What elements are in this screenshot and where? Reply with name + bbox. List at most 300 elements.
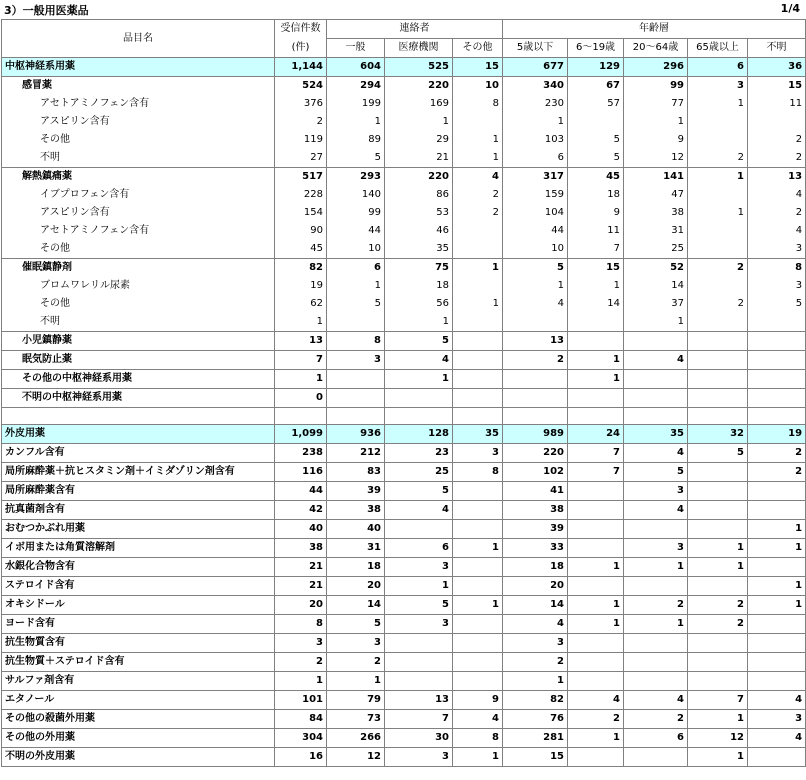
row-value: 154 — [275, 204, 327, 222]
row-name: 外皮用薬 — [2, 425, 275, 444]
row-value: 296 — [624, 58, 688, 77]
row-name: その他の外用薬 — [2, 729, 275, 748]
row-value: 39 — [503, 520, 568, 539]
row-value: 1 — [568, 596, 624, 615]
row-value — [453, 313, 503, 332]
table-row — [2, 295, 806, 313]
row-value: 3 — [748, 710, 806, 729]
row-name: 不明の外皮用薬 — [2, 748, 275, 767]
row-value: 13 — [275, 332, 327, 351]
row-value: 104 — [503, 204, 568, 222]
row-value — [568, 313, 624, 332]
row-value: 3 — [748, 240, 806, 259]
row-value: 6 — [385, 539, 453, 558]
row-value — [748, 370, 806, 389]
row-value — [385, 389, 453, 408]
row-value: 169 — [385, 95, 453, 113]
row-value: 14 — [624, 277, 688, 295]
row-value — [624, 653, 688, 672]
table-row — [2, 259, 806, 278]
row-value — [688, 634, 748, 653]
row-value: 1 — [453, 748, 503, 767]
row-value — [688, 313, 748, 332]
row-value: 1 — [568, 729, 624, 748]
row-value: 73 — [327, 710, 385, 729]
row-value: 4 — [385, 351, 453, 370]
row-value: 79 — [327, 691, 385, 710]
row-value — [624, 332, 688, 351]
row-value — [385, 408, 453, 425]
row-value: 2 — [748, 204, 806, 222]
row-value: 5 — [385, 482, 453, 501]
row-value: 1 — [568, 558, 624, 577]
row-value: 16 — [275, 748, 327, 767]
row-value: 82 — [503, 691, 568, 710]
row-value: 5 — [327, 615, 385, 634]
row-name: 解熱鎮痛薬 — [2, 168, 275, 187]
row-value: 1 — [688, 539, 748, 558]
row-value: 2 — [568, 710, 624, 729]
row-value — [275, 408, 327, 425]
row-value: 293 — [327, 168, 385, 187]
row-name: ステロイド含有 — [2, 577, 275, 596]
row-value: 4 — [624, 444, 688, 463]
row-value: 0 — [275, 389, 327, 408]
row-value: 230 — [503, 95, 568, 113]
row-value — [624, 389, 688, 408]
row-value: 15 — [503, 748, 568, 767]
table-row — [2, 748, 806, 767]
page-number: 1/4 — [780, 2, 800, 15]
row-value: 10 — [453, 77, 503, 96]
row-value — [453, 558, 503, 577]
row-value: 376 — [275, 95, 327, 113]
row-value — [624, 370, 688, 389]
row-value: 220 — [385, 168, 453, 187]
row-value: 36 — [748, 58, 806, 77]
row-value: 1 — [624, 313, 688, 332]
row-value — [568, 482, 624, 501]
row-value: 5 — [327, 149, 385, 168]
row-value: 119 — [275, 131, 327, 149]
row-value: 77 — [624, 95, 688, 113]
row-value — [688, 351, 748, 370]
row-value — [748, 748, 806, 767]
row-value: 3 — [688, 77, 748, 96]
table-row — [2, 168, 806, 187]
row-value: 1 — [327, 277, 385, 295]
row-value: 14 — [327, 596, 385, 615]
row-value — [624, 748, 688, 767]
row-value — [568, 653, 624, 672]
row-value: 1 — [503, 113, 568, 131]
row-value: 2 — [275, 113, 327, 131]
category-row — [2, 425, 806, 444]
row-value: 44 — [275, 482, 327, 501]
row-value: 989 — [503, 425, 568, 444]
row-value: 21 — [385, 149, 453, 168]
spacer-row — [2, 408, 806, 425]
row-value: 44 — [327, 222, 385, 240]
row-value: 517 — [275, 168, 327, 187]
header-age-65-plus: 65歳以上 — [688, 39, 748, 58]
row-value: 3 — [453, 444, 503, 463]
row-value: 13 — [503, 332, 568, 351]
row-value — [453, 408, 503, 425]
row-value — [688, 389, 748, 408]
table-row — [2, 539, 806, 558]
row-value: 4 — [624, 691, 688, 710]
row-value: 2 — [688, 596, 748, 615]
row-value: 12 — [688, 729, 748, 748]
row-value — [503, 313, 568, 332]
row-value — [748, 389, 806, 408]
row-value: 6 — [624, 729, 688, 748]
row-value: 35 — [453, 425, 503, 444]
row-value — [748, 672, 806, 691]
row-value: 10 — [327, 240, 385, 259]
row-value: 15 — [568, 259, 624, 278]
row-value: 5 — [748, 295, 806, 313]
table-row — [2, 615, 806, 634]
row-name: 眠気防止薬 — [2, 351, 275, 370]
row-value — [748, 313, 806, 332]
row-value: 317 — [503, 168, 568, 187]
row-value: 1 — [748, 596, 806, 615]
row-value — [568, 672, 624, 691]
row-value — [688, 370, 748, 389]
row-value — [688, 672, 748, 691]
row-value: 20 — [503, 577, 568, 596]
row-value: 3 — [503, 634, 568, 653]
table-header — [2, 20, 806, 58]
row-value: 1 — [568, 277, 624, 295]
row-value — [453, 113, 503, 131]
row-value: 2 — [327, 653, 385, 672]
row-name: その他 — [2, 295, 275, 313]
row-value: 47 — [624, 186, 688, 204]
row-value — [748, 332, 806, 351]
row-value: 1 — [568, 370, 624, 389]
row-value — [748, 482, 806, 501]
row-value: 1 — [688, 168, 748, 187]
row-value: 1 — [503, 672, 568, 691]
row-value — [453, 222, 503, 240]
table-row — [2, 240, 806, 259]
row-value: 1 — [688, 748, 748, 767]
row-value — [688, 520, 748, 539]
row-value: 4 — [503, 615, 568, 634]
row-value: 62 — [275, 295, 327, 313]
row-name: エタノール — [2, 691, 275, 710]
row-value: 1 — [624, 558, 688, 577]
table-row — [2, 729, 806, 748]
row-value: 5 — [327, 295, 385, 313]
row-value: 524 — [275, 77, 327, 96]
row-value: 11 — [568, 222, 624, 240]
row-value: 35 — [624, 425, 688, 444]
table-row — [2, 313, 806, 332]
row-value: 3 — [327, 351, 385, 370]
row-value: 1 — [453, 149, 503, 168]
row-value — [688, 463, 748, 482]
row-value: 53 — [385, 204, 453, 222]
row-value — [503, 370, 568, 389]
row-value — [453, 615, 503, 634]
row-value: 46 — [385, 222, 453, 240]
table-row — [2, 444, 806, 463]
row-value: 39 — [327, 482, 385, 501]
table-row — [2, 558, 806, 577]
row-value: 525 — [385, 58, 453, 77]
table-row — [2, 596, 806, 615]
row-value — [568, 539, 624, 558]
row-value — [503, 389, 568, 408]
row-value: 1 — [748, 577, 806, 596]
row-value: 11 — [748, 95, 806, 113]
row-value: 7 — [385, 710, 453, 729]
row-value: 1 — [327, 672, 385, 691]
row-value: 38 — [275, 539, 327, 558]
row-value: 1 — [453, 131, 503, 149]
row-value: 2 — [688, 149, 748, 168]
row-value — [453, 577, 503, 596]
header-age-0-5: 5歳以下 — [503, 39, 568, 58]
row-value: 4 — [503, 295, 568, 313]
row-value: 5 — [385, 332, 453, 351]
table-row — [2, 77, 806, 96]
row-value: 30 — [385, 729, 453, 748]
table-row — [2, 149, 806, 168]
row-value: 3 — [385, 748, 453, 767]
row-value: 2 — [624, 710, 688, 729]
row-value: 18 — [327, 558, 385, 577]
row-value: 936 — [327, 425, 385, 444]
row-value: 1 — [568, 351, 624, 370]
header-contact-other: その他 — [453, 39, 503, 58]
row-value: 38 — [327, 501, 385, 520]
row-name: 抗生物質＋ステロイド含有 — [2, 653, 275, 672]
row-name: カンフル含有 — [2, 444, 275, 463]
row-value: 44 — [503, 222, 568, 240]
row-name: サルファ剤含有 — [2, 672, 275, 691]
row-value — [568, 389, 624, 408]
row-value: 2 — [748, 149, 806, 168]
row-value: 31 — [624, 222, 688, 240]
row-value — [624, 634, 688, 653]
row-value — [327, 408, 385, 425]
row-value: 7 — [275, 351, 327, 370]
row-value: 1 — [748, 520, 806, 539]
row-value: 67 — [568, 77, 624, 96]
row-name: おむつかぶれ用薬 — [2, 520, 275, 539]
header-contact-medical: 医療機関 — [385, 39, 453, 58]
row-value: 32 — [688, 425, 748, 444]
table-row — [2, 113, 806, 131]
row-name: アセトアミノフェン含有 — [2, 222, 275, 240]
row-value: 27 — [275, 149, 327, 168]
row-value — [568, 634, 624, 653]
row-value: 128 — [385, 425, 453, 444]
header-age: 年齢層 — [503, 20, 806, 39]
row-value — [748, 113, 806, 131]
row-value: 1 — [453, 539, 503, 558]
row-value: 4 — [748, 729, 806, 748]
row-value: 9 — [568, 204, 624, 222]
row-value — [453, 240, 503, 259]
row-value — [568, 332, 624, 351]
table-row — [2, 463, 806, 482]
row-value: 83 — [327, 463, 385, 482]
row-value — [453, 501, 503, 520]
row-value: 19 — [275, 277, 327, 295]
row-value: 6 — [503, 149, 568, 168]
row-value: 13 — [385, 691, 453, 710]
row-value: 7 — [688, 691, 748, 710]
row-value: 8 — [453, 95, 503, 113]
row-value: 101 — [275, 691, 327, 710]
row-value — [624, 520, 688, 539]
row-value: 20 — [327, 577, 385, 596]
row-value — [624, 408, 688, 425]
row-value: 7 — [568, 444, 624, 463]
row-value: 9 — [624, 131, 688, 149]
row-value: 8 — [327, 332, 385, 351]
row-name: 不明 — [2, 149, 275, 168]
row-value: 1 — [385, 370, 453, 389]
table-row — [2, 672, 806, 691]
row-value: 89 — [327, 131, 385, 149]
table-row — [2, 370, 806, 389]
row-value — [568, 748, 624, 767]
row-name: その他の中枢神経系用薬 — [2, 370, 275, 389]
row-name: 水銀化合物含有 — [2, 558, 275, 577]
row-value: 99 — [327, 204, 385, 222]
table-row — [2, 520, 806, 539]
row-value: 12 — [624, 149, 688, 168]
row-value: 1,144 — [275, 58, 327, 77]
row-name: 局所麻酔薬含有 — [2, 482, 275, 501]
row-value — [688, 408, 748, 425]
row-value: 159 — [503, 186, 568, 204]
row-value — [453, 277, 503, 295]
row-value: 19 — [748, 425, 806, 444]
row-value: 18 — [568, 186, 624, 204]
row-value: 24 — [568, 425, 624, 444]
row-value: 2 — [275, 653, 327, 672]
row-value — [748, 653, 806, 672]
row-name: 抗真菌剤含有 — [2, 501, 275, 520]
row-value: 5 — [385, 596, 453, 615]
row-value: 18 — [385, 277, 453, 295]
row-value: 266 — [327, 729, 385, 748]
table-row — [2, 131, 806, 149]
row-value: 1 — [453, 259, 503, 278]
row-value: 35 — [385, 240, 453, 259]
row-value: 1 — [385, 113, 453, 131]
row-value: 52 — [624, 259, 688, 278]
header-age-6-19: 6～19歳 — [568, 39, 624, 58]
row-value — [688, 131, 748, 149]
row-value: 31 — [327, 539, 385, 558]
row-value: 2 — [453, 204, 503, 222]
table-row — [2, 501, 806, 520]
table-row — [2, 691, 806, 710]
row-value: 2 — [624, 596, 688, 615]
row-value: 1 — [275, 672, 327, 691]
table-row — [2, 204, 806, 222]
row-name: 局所麻酔薬＋抗ヒスタミン剤＋イミダゾリン剤含有 — [2, 463, 275, 482]
row-value: 56 — [385, 295, 453, 313]
row-value — [748, 408, 806, 425]
row-name: 催眠鎮静剤 — [2, 259, 275, 278]
row-name — [2, 408, 275, 425]
row-value — [748, 558, 806, 577]
row-name: アスピリン含有 — [2, 204, 275, 222]
row-value: 6 — [327, 259, 385, 278]
row-value: 2 — [503, 653, 568, 672]
row-name: 感冒薬 — [2, 77, 275, 96]
table-row — [2, 577, 806, 596]
row-value: 1 — [453, 596, 503, 615]
row-value: 90 — [275, 222, 327, 240]
row-name: イボ用または角質溶解剤 — [2, 539, 275, 558]
row-value — [688, 113, 748, 131]
row-value: 9 — [453, 691, 503, 710]
row-value: 2 — [748, 444, 806, 463]
row-value: 3 — [275, 634, 327, 653]
row-value: 1 — [385, 313, 453, 332]
row-value: 1 — [688, 95, 748, 113]
row-value — [568, 408, 624, 425]
row-value: 41 — [503, 482, 568, 501]
row-value — [748, 501, 806, 520]
table-row — [2, 634, 806, 653]
row-value — [453, 389, 503, 408]
row-value: 5 — [624, 463, 688, 482]
row-value — [688, 277, 748, 295]
row-value — [688, 653, 748, 672]
row-value: 12 — [327, 748, 385, 767]
row-value: 86 — [385, 186, 453, 204]
row-value: 10 — [503, 240, 568, 259]
row-value — [327, 389, 385, 408]
row-value: 23 — [385, 444, 453, 463]
row-value: 99 — [624, 77, 688, 96]
row-value: 8 — [748, 259, 806, 278]
row-value — [748, 351, 806, 370]
row-value: 103 — [503, 131, 568, 149]
row-value — [503, 408, 568, 425]
row-value: 14 — [503, 596, 568, 615]
row-value: 14 — [568, 295, 624, 313]
row-value: 4 — [748, 222, 806, 240]
row-value: 2 — [748, 131, 806, 149]
row-value — [453, 351, 503, 370]
row-value: 4 — [748, 186, 806, 204]
row-name: ヨード含有 — [2, 615, 275, 634]
row-value: 1 — [275, 313, 327, 332]
row-value: 2 — [688, 295, 748, 313]
row-value: 6 — [688, 58, 748, 77]
row-value — [688, 577, 748, 596]
row-value: 5 — [503, 259, 568, 278]
row-name: オキシドール — [2, 596, 275, 615]
row-value: 1 — [453, 295, 503, 313]
row-value: 3 — [624, 539, 688, 558]
row-value — [624, 672, 688, 691]
row-value: 1 — [748, 539, 806, 558]
